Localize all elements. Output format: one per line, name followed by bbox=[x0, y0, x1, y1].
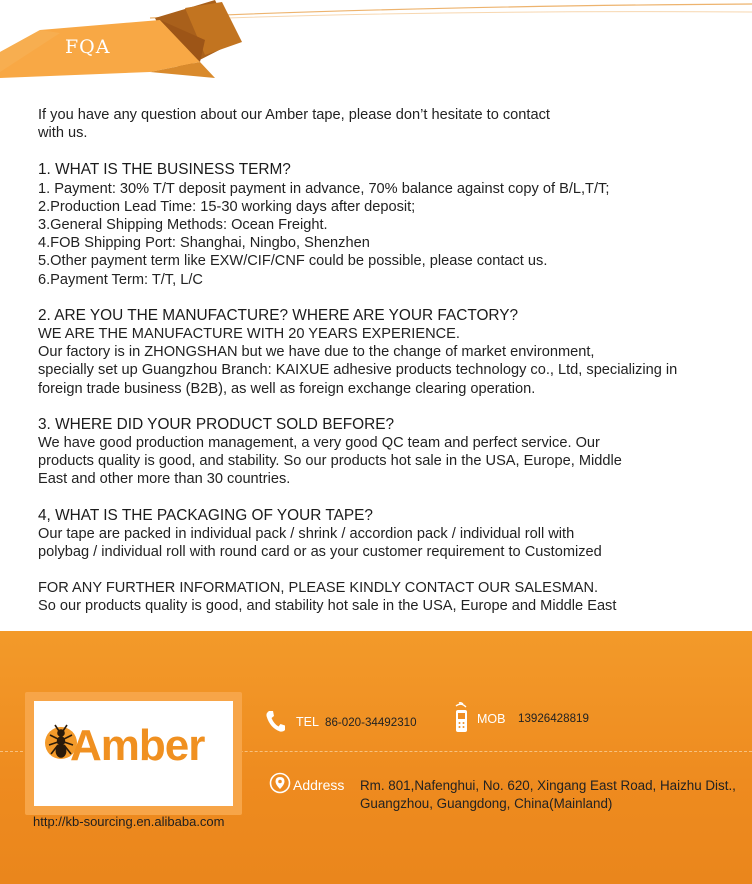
banner-title: FQA bbox=[65, 36, 111, 58]
faq-section-business-term bbox=[38, 161, 738, 288]
location-pin-icon bbox=[269, 772, 291, 800]
section-body: WE ARE THE MANUFACTURE WITH 20 YEARS EXPERIENCE. Our factory is in ZHONGSHAN but we have due to the change of market environment, specially set up Guangzhou Branch: KAIXUE adhesive products technology co., Ltd, specializing in foreign trade business (B2B), as well as foreign exchange clearing operation. bbox=[38, 326, 678, 397]
intro-text: If you have any question about our Amber tape, please don’t hesitate to contact with us. bbox=[38, 107, 550, 142]
faq-section-manufacture bbox=[38, 307, 738, 398]
logo-wordmark: Amber bbox=[70, 721, 205, 770]
phone-icon bbox=[264, 709, 286, 733]
section-heading: 4, WHAT IS THE PACKAGING OF YOUR TAPE? bbox=[38, 506, 373, 524]
tel-number[interactable]: 86-020-34492310 bbox=[325, 716, 417, 729]
mob-label: MOB bbox=[477, 712, 506, 726]
faq-section-sold-before bbox=[38, 416, 738, 489]
address-text: Rm. 801,Nafenghui, No. 620, Xingang East Road, Haizhu Dist., Guangzhou, Guangdong, China(Mainland) bbox=[360, 778, 736, 811]
logo-panel bbox=[34, 701, 233, 806]
closing-note bbox=[38, 579, 738, 615]
section-heading: 2. ARE YOU THE MANUFACTURE? WHERE ARE YOUR FACTORY? bbox=[38, 306, 519, 324]
amber-logo bbox=[25, 692, 242, 815]
contact-footer bbox=[0, 631, 752, 884]
section-heading: 3. WHERE DID YOUR PRODUCT SOLD BEFORE? bbox=[38, 415, 395, 433]
closing-line-1: FOR ANY FURTHER INFORMATION, PLEASE KINDLY CONTACT OUR SALESMAN. bbox=[38, 580, 599, 597]
section-body: 1. Payment: 30% T/T deposit payment in advance, 70% balance against copy of B/L,T/T; 2.Production Lead Time: 15-30 working days after deposit; 3.General Shipping Methods: Ocean Freight. 4.FOB Shipping Port: Shanghai, Ningbo, Shenzhen 5.Other payment term like EXW/CIF/CNF could be possible, please contact us. 6.Payment Term: T/T, L/C bbox=[38, 180, 610, 288]
address-label: Address bbox=[293, 777, 345, 793]
faq-section-packaging bbox=[38, 507, 738, 562]
banner-ribbon-graphic bbox=[0, 0, 752, 90]
fqa-banner bbox=[0, 0, 752, 90]
faq-content bbox=[38, 106, 738, 616]
website-link[interactable]: http://kb-sourcing.en.alibaba.com bbox=[33, 814, 225, 829]
closing-line-2: So our products quality is good, and stability hot sale in the USA, Europe and Middle East bbox=[38, 598, 617, 615]
section-body: We have good production management, a very good QC team and perfect service. Our products quality is good, and stability. So our products hot sale in the USA, Europe, Middle East and other more than 30 countries. bbox=[38, 435, 622, 488]
tel-label: TEL bbox=[296, 715, 319, 729]
mobile-phone-icon bbox=[452, 702, 470, 734]
section-body: Our tape are packed in individual pack / shrink / accordion pack / individual roll with polybag / individual roll with round card or as your customer requirement to Customized bbox=[38, 525, 602, 561]
section-heading: 1. WHAT IS THE BUSINESS TERM? bbox=[38, 161, 291, 179]
mob-number[interactable]: 13926428819 bbox=[518, 712, 589, 725]
